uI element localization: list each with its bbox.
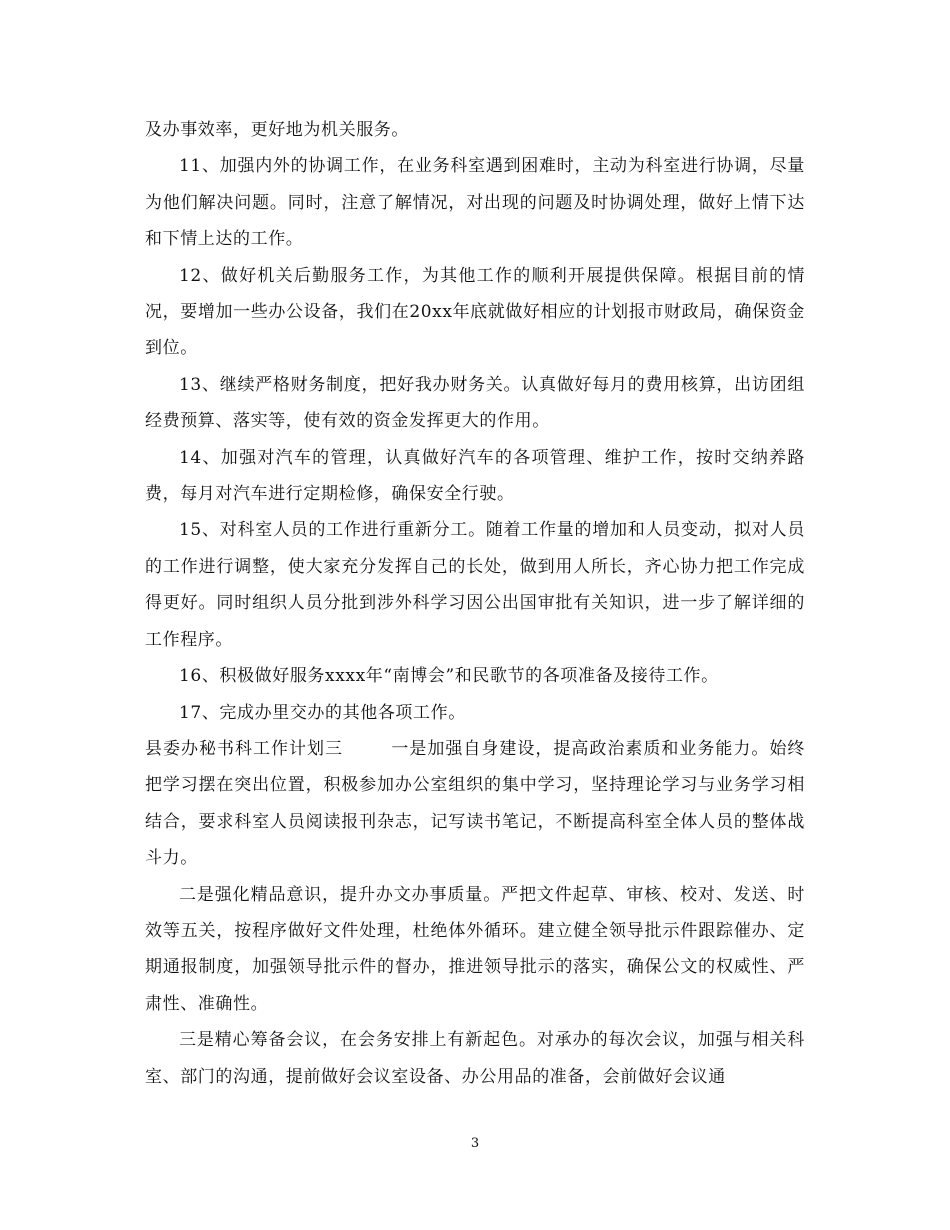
paragraph-item-11: 11、加强内外的协调工作，在业务科室遇到困难时，主动为科室进行协调，尽量为他们解决问题。同时，注意了解情况，对出现的问题及时协调处理，做好上情下达和下情上达的工作。 bbox=[145, 156, 805, 250]
paragraph-item-16: 16、积极做好服务xxxx年“南博会”和民歌节的各项准备及接待工作。 bbox=[179, 666, 719, 687]
paragraph-point-2: 二是强化精品意识，提升办文办事质量。严把文件起草、审核、校对、发送、时效等五关，按程序做好文件处理，杜绝体外循环。建立健全领导批示件跟踪催办、定期通报制度，加强领导批示件的督办，推进领导批示的落实，确保公文的权威性、严肃性、准确性。 bbox=[145, 884, 805, 1014]
paragraph-item-15: 15、对科室人员的工作进行重新分工。随着工作量的增加和人员变动，拟对人员的工作进行调整，使大家充分发挥自己的长处，做到用人所长，齐心协力把工作完成得更好。同时组织人员分批到涉外科学习因公出国审批有关知识，进一步了解详细的工作程序。 bbox=[145, 520, 805, 650]
section-paragraph bbox=[145, 731, 805, 877]
section-first-text: 一是加强自身建设，提高政治素质和业务能力。始终把学习摆在突出位置，积极参加办公室组织的集中学习，坚持理论学习与业务学习相结合，要求科室人员阅读报刊杂志，记写读书笔记，不断提高科室全体人员的整体战斗力。 bbox=[145, 738, 805, 869]
document-body bbox=[145, 112, 805, 1095]
section-title: 县委办秘书科工作计划三 bbox=[145, 738, 343, 759]
paragraph-item-14: 14、加强对汽车的管理，认真做好汽车的各项管理、维护工作，按时交纳养路费，每月对汽车进行定期检修，确保安全行驶。 bbox=[145, 447, 805, 505]
paragraph-item-17: 17、完成办里交办的其他各项工作。 bbox=[179, 702, 466, 723]
paragraph-point-3: 三是精心筹备会议，在会务安排上有新起色。对承办的每次会议，加强与相关科室、部门的沟通，提前做好会议室设备、办公用品的准备，会前做好会议通 bbox=[145, 1030, 805, 1087]
paragraph-item-13: 13、继续严格财务制度，把好我办财务关。认真做好每月的费用核算，出访团组经费预算、落实等，使有效的资金发挥更大的作用。 bbox=[145, 374, 805, 432]
paragraph-item-12: 12、做好机关后勤服务工作，为其他工作的顺利开展提供保障。根据目前的情况，要增加一些办公设备，我们在20xx年底就做好相应的计划报市财政局，确保资金到位。 bbox=[145, 265, 805, 359]
paragraph-continuation: 及办事效率，更好地为机关服务。 bbox=[145, 120, 409, 140]
page-number: 3 bbox=[470, 1136, 480, 1151]
